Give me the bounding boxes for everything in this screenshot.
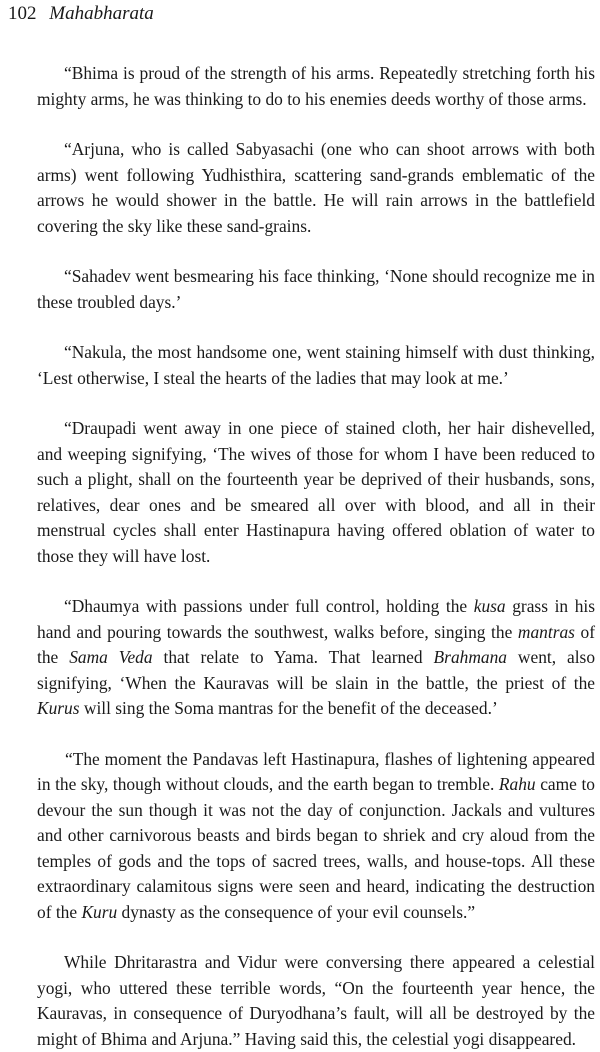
body-text <box>37 61 595 1052</box>
running-head <box>8 2 154 26</box>
text-run: will sing the Soma mantras for the benefit of the deceased.’ <box>79 698 498 718</box>
italic-term: Kurus <box>37 698 80 718</box>
text-run: that relate to Yama. That learned <box>152 647 434 667</box>
text-run: grass in his hand and pouring towards the southwest, walks before, singing the <box>37 596 595 642</box>
text-run: “Draupadi went away in one piece of stained cloth, her hair dishevelled, and weeping signifying, ‘The wives of those for whom I have been reduced to such a plight, shall on the fourteenth year be deprived of their husbands, sons, relatives, dear ones and be smeared all over with blood, and all in their menstrual cycles shall enter Hastinapura having offered oblation of water to those they will have lost. <box>37 418 595 566</box>
text-run: dynasty as the consequence of your evil counsels.” <box>117 901 476 922</box>
text-run: “The moment the Pandavas left Hastinapura, flashes of lightening appeared in the sky, though without clouds, and the earth began to tremble. <box>37 748 595 794</box>
italic-term: mantras <box>517 621 575 642</box>
paragraph-bhima <box>37 61 595 112</box>
italic-term: Sama Veda <box>69 647 153 667</box>
italic-term: kusa <box>473 596 506 616</box>
text-run: While Dhritarastra and Vidur were conversing there appeared a celestial yogi, who uttered these terrible words, “On the fourteenth year hence, the Kauravas, in consequence of Duryodhana’s fault, will all be destroyed by the might of Bhima and Arjuna.” Having said this, the celestial yogi disappeared. <box>37 952 595 1049</box>
text-run: “Sahadev went besmearing his face thinking, ‘None should recognize me in these troubled days.’ <box>37 266 595 312</box>
italic-term: Rahu <box>498 774 536 794</box>
paragraph-draupadi <box>37 416 595 569</box>
text-run: of the <box>37 621 595 667</box>
italic-term: Kuru <box>81 901 118 922</box>
paragraph-arjuna <box>37 137 595 239</box>
book-title: Mahabharata <box>49 3 154 24</box>
text-run: “Bhima is proud of the strength of his arms. Repeatedly stretching forth his mighty arms, he was thinking to do to his enemies deeds worthy of those arms. <box>37 63 595 109</box>
paragraph-omens <box>37 747 595 926</box>
text-run: “Arjuna, who is called Sabyasachi (one who can shoot arrows with both arms) went following Yudhisthira, scattering sand-grands emblematic of the arrows he would shower in the battle. He will rain arrows in the battlefield covering the sky like these sand-grains. <box>37 139 595 236</box>
text-run: “Nakula, the most handsome one, went staining himself with dust thinking, ‘Lest otherwise, I steal the hearts of the ladies that may look at me.’ <box>37 342 595 388</box>
text-run: went, also signifying, ‘When the Kauravas will be slain in the battle, the priest of the <box>37 647 596 693</box>
paragraph-sahadev <box>37 264 595 315</box>
page-number: 102 <box>8 3 37 24</box>
paragraph-celestial-yogi <box>37 950 595 1052</box>
italic-term: Brahmana <box>433 647 507 667</box>
text-run: “Dhaumya with passions under full control, holding the <box>64 596 474 616</box>
paragraph-dhaumya <box>37 594 595 722</box>
paragraph-nakula <box>37 340 595 391</box>
text-run: came to devour the sun though it was not the day of conjunction. Jackals and vultures and other carnivorous beasts and birds began to shriek and cry aloud from the temples of gods and the tops of sacred trees, walls, and house-tops. All these extraordinary calamitous signs were seen and heard, indicating the destruction of the <box>37 774 595 922</box>
